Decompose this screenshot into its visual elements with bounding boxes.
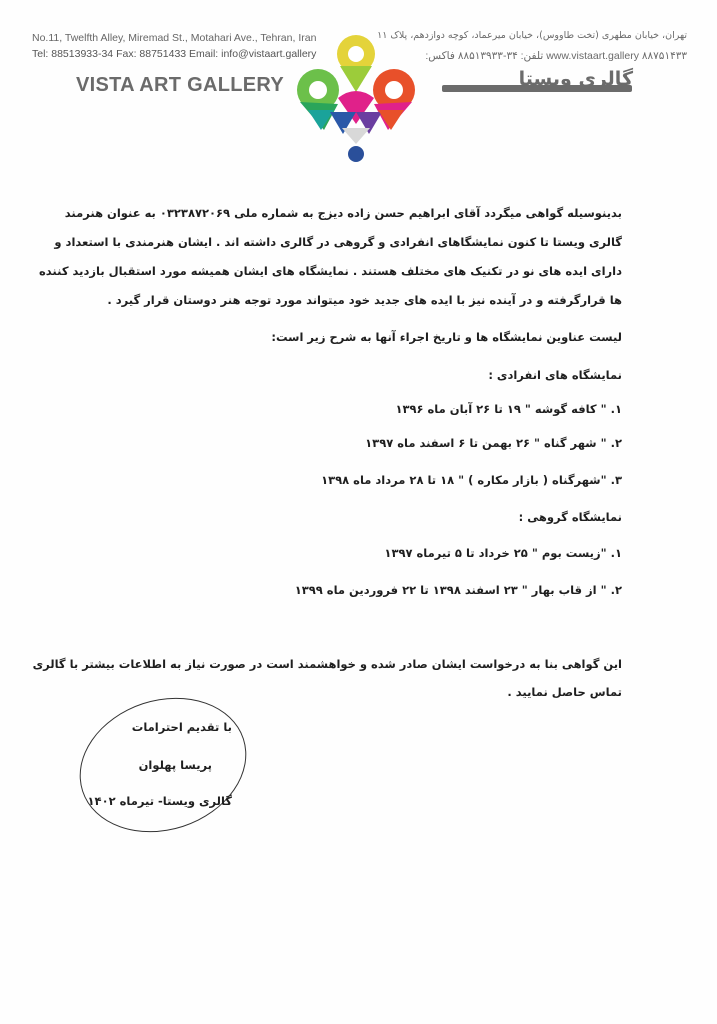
header-english-contact: [32, 30, 322, 62]
group-item-1: ۱. "زیست بوم " ۲۵ خرداد تا ۵ تیرماه ۱۳۹۷: [384, 546, 622, 560]
intro-line-2: گالری ویستا تا کنون نمایشگاهای انفرادی و گروهی در گالری داشته اند . ایشان هنرمندی با استعداد و: [54, 235, 622, 249]
closing-line-1: این گواهی بنا به درخواست ایشان صادر شده و خواهشمند است در صورت نیاز به اطلاعات بیشتر با گالری: [32, 657, 622, 671]
address-en: No.11, Twelfth Alley, Miremad St., Motahari Ave., Tehran, Iran: [32, 32, 317, 44]
solo-item-2: ۲. " شهر گناه " ۲۶ بهمن تا ۶ اسفند ماه ۱۳۹۷: [365, 436, 622, 450]
signature-name: پریسا پهلوان: [138, 758, 212, 772]
list-intro: لیست عناوین نمایشگاه ها و تاریخ اجراء آنها به شرح زیر است:: [271, 330, 622, 344]
solo-heading: نمایشگاه های انفرادی :: [488, 368, 622, 382]
signature-org-date: گالری ویستا- تیرماه ۱۴۰۲: [87, 794, 232, 808]
group-heading: نمایشگاه گروهی :: [518, 510, 622, 524]
closing-line-2: تماس حاصل نمایید .: [507, 685, 622, 699]
solo-item-1: ۱. " کافه گوشه " ۱۹ تا ۲۶ آبان ماه ۱۳۹۶: [395, 402, 622, 416]
intro-line-4: ها قرارگرفته و در آینده نیز با ایده های جدید خود میتواند مورد توجه هنر دوستان قرار گیرد .: [107, 293, 622, 307]
solo-item-3: ۳. "شهرگناه ( بازار مکاره ) " ۱۸ تا ۲۸ مرداد ماه ۱۳۹۸: [321, 473, 622, 487]
group-item-2: ۲. " از قاب بهار " ۲۳ اسفند ۱۳۹۸ تا ۲۲ فروردین ماه ۱۳۹۹: [294, 583, 622, 597]
intro-line-1: بدینوسیله گواهی میگردد آقای ابراهیم حسن زاده دیزج به شماره ملی ۰۳۲۳۸۷۲۰۶۹ به عنوان هنرمند: [64, 206, 622, 220]
vista-logo-icon: [294, 32, 418, 164]
contact-en: Tel: 88513933-34 Fax: 88751433 Email: info@vistaart.gallery: [32, 48, 317, 60]
contact-fa: www.vistaart.gallery ۸۸۷۵۱۴۳۳ تلفن: ۳۴-۸۸۵۱۳۹۳۳ فاکس:: [425, 50, 687, 62]
signature-regards: با تقدیم احترامات: [131, 720, 232, 734]
intro-line-3: دارای ایده های نو در تکنیک های مختلف هستند . نمایشگاه های ایشان همیشه مورد استقبال بازدید کننده: [39, 264, 622, 278]
brand-name-fa: گالری ویستا: [518, 68, 633, 90]
address-fa: تهران، خیابان مطهری (تخت طاووس)، خیابان میرعماد، کوچه دوازدهم، پلاک ۱۱: [377, 30, 687, 41]
brand-name-en: VISTA ART GALLERY: [76, 74, 285, 96]
